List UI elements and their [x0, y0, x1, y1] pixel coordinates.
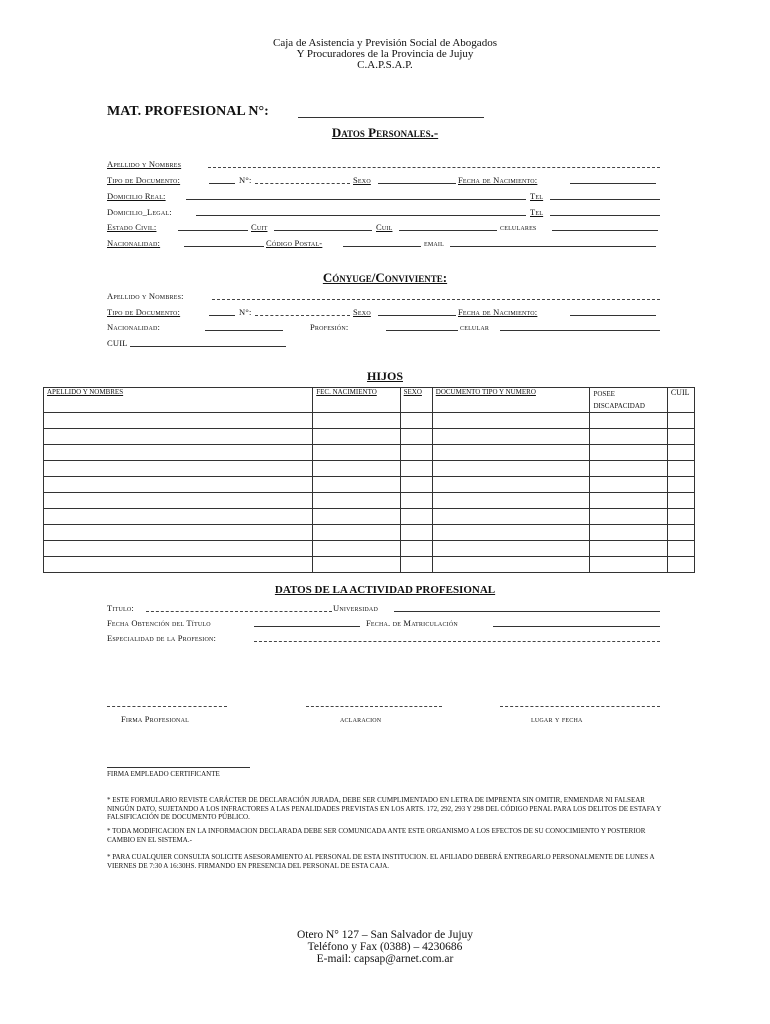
tel-1-field[interactable] [550, 199, 660, 200]
hijos-cell[interactable] [44, 541, 313, 557]
hijos-table [43, 387, 695, 573]
codigo-postal-label: Código Postal- [266, 238, 323, 248]
col-documento-header: DOCUMENTO TIPO Y NUMERO [432, 388, 590, 413]
hijos-cell[interactable] [667, 477, 694, 493]
hijos-row [44, 557, 695, 573]
hijos-cell[interactable] [44, 525, 313, 541]
hijos-cell[interactable] [590, 493, 667, 509]
fecha-matriculacion-field[interactable] [493, 626, 660, 627]
tel-2-label: Tel [530, 207, 544, 217]
tel-2-field[interactable] [550, 215, 660, 216]
mat-profesional-field[interactable] [298, 117, 484, 118]
hijos-cell[interactable] [313, 477, 400, 493]
email-field[interactable] [450, 246, 656, 247]
hijos-cell[interactable] [400, 525, 432, 541]
celulares-field[interactable] [552, 230, 658, 231]
conyuge-cuil-label: CUIL [107, 338, 128, 348]
conyuge-nro-label: N°: [239, 307, 252, 317]
hijos-cell[interactable] [44, 493, 313, 509]
hijos-cell[interactable] [44, 413, 313, 429]
firma-empleado-line[interactable] [107, 767, 250, 768]
header-line-2: Y Procuradores de la Provincia de Jujuy [296, 48, 474, 60]
hijos-cell[interactable] [432, 413, 590, 429]
hijos-cell[interactable] [313, 461, 400, 477]
conyuge-nacionalidad-label: Nacionalidad: [107, 322, 161, 332]
hijos-cell[interactable] [44, 445, 313, 461]
mat-profesional-label: MAT. PROFESIONAL N°: [107, 104, 269, 119]
titulo-field[interactable] [146, 611, 332, 612]
hijos-cell[interactable] [313, 541, 400, 557]
hijos-cell[interactable] [432, 461, 590, 477]
actividad-title: DATOS DE LA ACTIVIDAD PROFESIONAL [274, 584, 496, 596]
hijos-cell[interactable] [44, 477, 313, 493]
hijos-row [44, 445, 695, 461]
hijos-row [44, 461, 695, 477]
hijos-cell[interactable] [590, 525, 667, 541]
universidad-label: Universidad [333, 603, 379, 613]
footer-address: Otero N° 127 – San Salvador de Jujuy [296, 929, 474, 941]
hijos-cell[interactable] [313, 413, 400, 429]
col-sexo-header: SEXO [400, 388, 432, 413]
hijos-cell[interactable] [432, 445, 590, 461]
hijos-title: HIJOS [366, 369, 403, 383]
note-declaracion: * ESTE FORMULARIO REVISTE CARÁCTER DE DECLARACIÓN JURADA, DEBE SER CUMPLIMENTADO EN LETRA DE IMPRENTA SIN OMITIR, ENMENDAR NI FALSEAR NINGÚN DATO, SUJETANDO A LOS INFRACTORES A LAS PENALIDADES PREVISTAS EN LOS ARTS. 172, 292, 293 Y 298 DEL CÓDIGO PENAL PARA LOS DELITOS DE ESTAFA Y FALSIFICACIÓN DE DOCUMENTO PÚBLICO. [107, 796, 662, 821]
header-line-1: Caja de Asistencia y Previsión Social de Abogados [273, 37, 497, 49]
estado-civil-field[interactable] [178, 230, 248, 231]
email-label: email [424, 238, 444, 248]
sexo-label: Sexo [353, 175, 371, 185]
conyuge-celular-field[interactable] [500, 330, 660, 331]
hijos-cell[interactable] [44, 509, 313, 525]
firma-label: Firma Profesional [121, 714, 189, 724]
nacionalidad-label: Nacionalidad: [107, 238, 161, 248]
col-cuil-header: CUIL [667, 388, 694, 413]
footer-email: E-mail: capsap@arnet.com.ar [316, 953, 454, 965]
nro-label: N°: [239, 175, 252, 185]
celulares-label: celulares [500, 222, 537, 232]
tipo-doc-field[interactable] [209, 183, 235, 184]
hijos-cell[interactable] [667, 493, 694, 509]
hijos-header-row [44, 388, 695, 413]
note-modificacion: * TODA MODIFICACION EN LA INFORMACION DECLARADA DEBE SER COMUNICADA ANTE ESTE ORGANISMO A LOS EFECTOS DE SU CONOCIMIENTO Y POSTERIOR CAMBIO EN EL SISTEMA.- [107, 827, 646, 844]
hijos-cell[interactable] [400, 477, 432, 493]
fecha-nac-label: Fecha de Nacimiento: [458, 175, 538, 185]
tel-1-label: Tel [530, 191, 544, 201]
hijos-cell[interactable] [44, 461, 313, 477]
hijos-cell[interactable] [667, 445, 694, 461]
hijos-row [44, 477, 695, 493]
especialidad-field[interactable] [254, 641, 660, 642]
hijos-cell[interactable] [590, 477, 667, 493]
hijos-cell[interactable] [400, 493, 432, 509]
conyuge-profesion-label: Profesión: [310, 322, 349, 332]
hijos-cell[interactable] [400, 445, 432, 461]
hijos-cell[interactable] [400, 461, 432, 477]
conyuge-fecha-nac-label: Fecha de Nacimiento: [458, 307, 538, 317]
fecha-matriculacion-label: Fecha. de Matriculación [366, 618, 458, 628]
cuil-field[interactable] [399, 230, 497, 231]
footer-phone: Teléfono y Fax (0388) – 4230686 [307, 941, 463, 953]
hijos-cell[interactable] [667, 429, 694, 445]
col-discapacidad-header: POSEE DISCAPACIDAD [590, 388, 667, 413]
hijos-cell[interactable] [432, 493, 590, 509]
hijos-cell[interactable] [590, 445, 667, 461]
firma-empleado-label: FIRMA EMPLEADO CERTIFICANTE [107, 770, 220, 778]
fecha-nac-field[interactable] [570, 183, 656, 184]
hijos-cell[interactable] [313, 493, 400, 509]
lugar-fecha-label: lugar y fecha [531, 714, 583, 724]
domicilio-legal-field[interactable] [196, 215, 526, 216]
especialidad-label: Especialidad de la Profesion: [107, 633, 217, 643]
hijos-cell[interactable] [590, 541, 667, 557]
fecha-obtencion-label: Fecha Obtención del Título [107, 618, 211, 628]
aclaracion-label: aclaracion [340, 714, 382, 724]
fecha-obtencion-field[interactable] [254, 626, 360, 627]
note-consulta: * PARA CUALQUIER CONSULTA SOLICITE ASESORAMIENTO AL PERSONAL DE ESTA INSTITUCION. EL AFILIADO DEBERÁ ENTREGARLO PERSONALMENTE DE LUNES A VIERNES DE 7:30 A 16:30HS. FIRMANDO EN PRESENCIA DEL PERSONAL DE ESTA CAJA. [107, 853, 655, 870]
hijos-cell[interactable] [313, 525, 400, 541]
hijos-row [44, 509, 695, 525]
conyuge-apellido-field[interactable] [212, 299, 660, 300]
col-fec-nacimiento-header: FEC. NACIMIENTO [313, 388, 400, 413]
hijos-cell[interactable] [432, 541, 590, 557]
hijos-cell[interactable] [44, 429, 313, 445]
conyuge-title: Cónyuge/Conviviente: [322, 270, 448, 285]
conyuge-sexo-field[interactable] [378, 315, 456, 316]
nacionalidad-field[interactable] [184, 246, 264, 247]
conyuge-profesion-field[interactable] [386, 330, 458, 331]
hijos-cell[interactable] [667, 413, 694, 429]
hijos-cell[interactable] [590, 429, 667, 445]
hijos-cell[interactable] [432, 509, 590, 525]
hijos-row [44, 413, 695, 429]
hijos-cell[interactable] [44, 557, 313, 573]
domicilio-real-field[interactable] [186, 199, 526, 200]
hijos-cell[interactable] [667, 541, 694, 557]
hijos-cell[interactable] [313, 429, 400, 445]
conyuge-cuil-field[interactable] [130, 346, 286, 347]
hijos-row [44, 429, 695, 445]
domicilio-legal-label: Domicilio_Legal: [107, 207, 172, 217]
header-line-3: C.A.P.S.A.P. [357, 59, 413, 71]
hijos-cell[interactable] [667, 525, 694, 541]
hijos-cell[interactable] [590, 509, 667, 525]
hijos-cell[interactable] [313, 509, 400, 525]
sexo-field[interactable] [378, 183, 456, 184]
titulo-label: Titulo: [107, 603, 134, 613]
hijos-row [44, 493, 695, 509]
lugar-fecha-line[interactable] [500, 706, 660, 707]
hijos-cell[interactable] [313, 557, 400, 573]
hijos-row [44, 525, 695, 541]
hijos-cell[interactable] [590, 557, 667, 573]
hijos-cell[interactable] [432, 429, 590, 445]
universidad-field[interactable] [394, 611, 660, 612]
cuit-field[interactable] [274, 230, 372, 231]
hijos-cell[interactable] [667, 557, 694, 573]
hijos-cell[interactable] [432, 477, 590, 493]
nro-field[interactable] [255, 183, 350, 184]
conyuge-tipo-doc-field[interactable] [209, 315, 235, 316]
conyuge-tipo-doc-label: Tipo de Documento: [107, 307, 181, 317]
firma-line[interactable] [107, 706, 227, 707]
conyuge-sexo-label: Sexo [353, 307, 371, 317]
datos-personales-title: Datos Personales.- [331, 125, 439, 140]
conyuge-fecha-nac-field[interactable] [570, 315, 656, 316]
estado-civil-label: Estado Civil: [107, 222, 157, 232]
codigo-postal-field[interactable] [343, 246, 421, 247]
cuil-label: Cuil [376, 222, 393, 232]
hijos-row [44, 541, 695, 557]
hijos-cell[interactable] [590, 461, 667, 477]
hijos-cell[interactable] [313, 445, 400, 461]
aclaracion-line[interactable] [306, 706, 442, 707]
hijos-cell[interactable] [590, 413, 667, 429]
hijos-cell[interactable] [667, 461, 694, 477]
conyuge-apellido-label: Apellido y Nombres: [107, 291, 184, 301]
hijos-cell[interactable] [400, 413, 432, 429]
hijos-cell[interactable] [667, 509, 694, 525]
hijos-cell[interactable] [400, 541, 432, 557]
hijos-cell[interactable] [432, 525, 590, 541]
apellido-label: Apellido y Nombres [107, 159, 182, 169]
tipo-doc-label: Tipo de Documento: [107, 175, 181, 185]
apellido-field[interactable] [208, 167, 660, 168]
col-apellido-header: APELLIDO Y NOMBRES [44, 388, 313, 413]
cuit-label: Cuit [251, 222, 268, 232]
conyuge-nro-field[interactable] [255, 315, 350, 316]
hijos-cell[interactable] [432, 557, 590, 573]
hijos-cell[interactable] [400, 509, 432, 525]
domicilio-real-label: Domicilio Real: [107, 191, 166, 201]
conyuge-nacionalidad-field[interactable] [205, 330, 283, 331]
hijos-cell[interactable] [400, 429, 432, 445]
hijos-cell[interactable] [400, 557, 432, 573]
conyuge-celular-label: celular [460, 322, 490, 332]
